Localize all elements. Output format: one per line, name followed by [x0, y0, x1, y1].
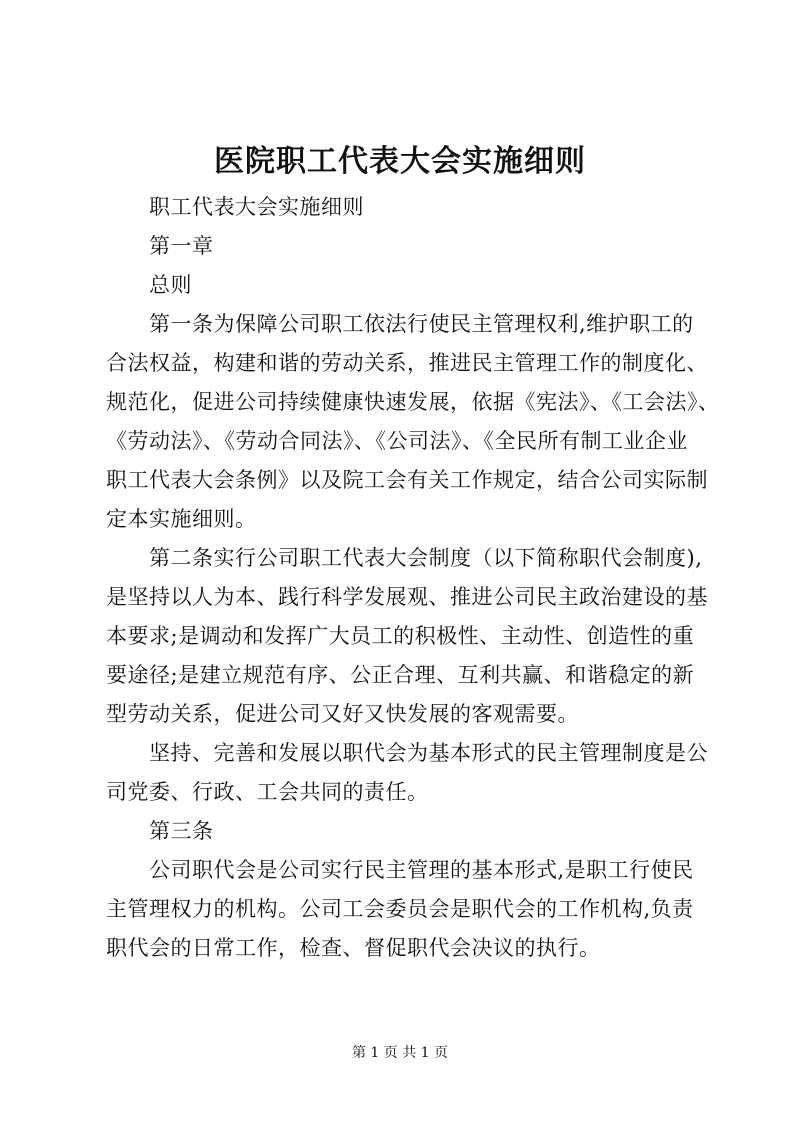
paragraph-line: 司党委、行政、工会共同的责任。: [106, 780, 429, 804]
paragraph-line: 《劳动法》、《劳动合同法》、《公司法》、《全民所有制工业企业: [106, 429, 688, 453]
paragraph-line: 主管理权力的机构。公司工会委员会是职代会的工作机构,负责: [106, 897, 694, 921]
page-footer: 第 1 页 共 1 页: [351, 1045, 449, 1061]
paragraph-line: 定本实施细则。: [106, 507, 257, 531]
paragraph-line: 合法权益，构建和谐的劳动关系，推进民主管理工作的制度化、: [106, 351, 708, 375]
paragraph-line: 坚持、完善和发展以职代会为基本形式的民主管理制度是公: [149, 741, 708, 765]
section-heading: 总则: [149, 273, 192, 297]
article-heading: 第三条: [149, 819, 214, 843]
paragraph-line: 职工代表大会条例》以及院工会有关工作规定，结合公司实际制: [106, 468, 708, 492]
paragraph-line: 规范化，促进公司持续健康快速发展，依据《宪法》、《工会法》、: [106, 390, 720, 414]
paragraph-line: 本要求;是调动和发挥广大员工的积极性、主动性、创造性的重: [106, 624, 695, 648]
subtitle-line: 职工代表大会实施细则: [149, 195, 364, 219]
paragraph-line: 要途径;是建立规范有序、公正合理、互利共赢、和谐稳定的新: [106, 663, 695, 687]
paragraph-line: 公司职代会是公司实行民主管理的基本形式,是职工行使民: [149, 858, 694, 882]
paragraph-line: 职代会的日常工作，检查、督促职代会决议的执行。: [106, 936, 601, 960]
paragraph-line: 型劳动关系，促进公司又好又快发展的客观需要。: [106, 702, 579, 726]
paragraph-line: 第一条为保障公司职工依法行使民主管理权利,维护职工的: [149, 312, 694, 336]
document-title: 医院职工代表大会实施细则: [214, 144, 586, 179]
paragraph-line: 是坚持以人为本、践行科学发展观、推进公司民主政治建设的基: [106, 585, 708, 609]
paragraph-line: 第二条实行公司职工代表大会制度（以下简称职代会制度),: [149, 546, 703, 570]
document-body: [106, 188, 720, 968]
chapter-heading: 第一章: [149, 234, 214, 258]
